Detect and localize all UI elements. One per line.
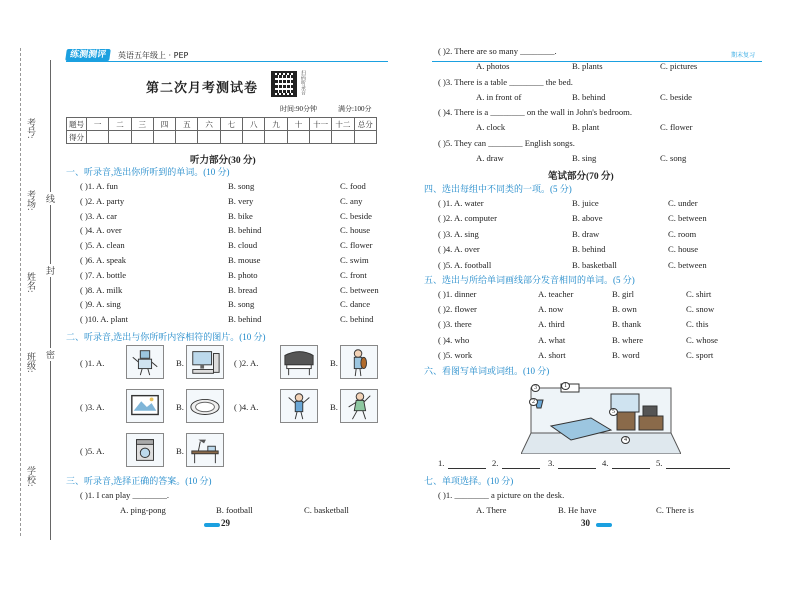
- sec3-option-c[interactable]: C. basketball: [304, 505, 349, 515]
- sec4-option-c[interactable]: C. between: [668, 213, 707, 224]
- sec6-answer-field[interactable]: [448, 468, 486, 469]
- binding-mark-line: 线: [46, 194, 56, 204]
- score-entry-cell[interactable]: [354, 131, 376, 144]
- score-info: 满分:100分: [338, 105, 372, 113]
- sec2-option-b: B.: [176, 358, 184, 368]
- sec6-answer-field[interactable]: [612, 468, 650, 469]
- sec1-option-c[interactable]: C. beside: [340, 210, 372, 221]
- listening-option-b[interactable]: B. plant: [572, 122, 600, 132]
- listening-option-a[interactable]: A. photos: [476, 61, 510, 71]
- page-number-left: 29: [221, 518, 230, 528]
- sec5-option-b[interactable]: B. girl: [612, 289, 634, 299]
- sec5-option-a[interactable]: A. what: [538, 334, 566, 345]
- sec4-option-b[interactable]: B. draw: [572, 228, 600, 239]
- computer-picture[interactable]: [186, 345, 224, 379]
- binding-mark-seal: 封: [46, 266, 56, 276]
- plate-picture[interactable]: [186, 389, 224, 423]
- sec3-question-1: ( )1. I can play ________.: [80, 490, 170, 500]
- sec1-question: ( )9. A. sing: [80, 299, 121, 310]
- sec4-option-b[interactable]: B. behind: [572, 244, 606, 255]
- score-cell: 三: [131, 118, 153, 131]
- score-cell: 总分: [354, 118, 376, 131]
- painting-picture[interactable]: [126, 389, 164, 423]
- pencil-icon: [596, 523, 612, 527]
- score-cell: 五: [176, 118, 198, 131]
- score-cell: 得分: [67, 131, 87, 144]
- sec5-option-a[interactable]: A. now: [538, 304, 564, 315]
- dancing-kid-picture[interactable]: [340, 389, 378, 423]
- sec4-option-b[interactable]: B. basketball: [572, 259, 617, 270]
- sec1-question: ( )1. A. fun: [80, 181, 118, 191]
- sec4-question: ( )5. A. football: [438, 259, 492, 270]
- book-subtitle: 英语五年级上 · PEP: [118, 51, 189, 60]
- binding-mark-secret: 密: [46, 350, 56, 360]
- listening-question: ( )4. There is a ________ on the wall in John's bedroom.: [438, 107, 633, 117]
- sec1-question: ( )7. A. bottle: [80, 269, 127, 280]
- sec1-question: ( )4. A. over: [80, 225, 122, 236]
- section-1-title: 一、听录音,选出你所听到的单词。(10 分): [66, 167, 230, 177]
- desk-lamp-picture[interactable]: [186, 433, 224, 467]
- listening-option-a[interactable]: A. clock: [476, 122, 506, 132]
- binding-cut-line: [50, 60, 51, 540]
- sec1-option-c[interactable]: C. behind: [340, 314, 374, 325]
- score-cell: 四: [153, 118, 175, 131]
- sec6-blank-label: 5.: [656, 458, 663, 468]
- sec1-question: ( )10. A. plant: [80, 314, 128, 325]
- name-label: 姓名:: [26, 272, 36, 293]
- score-entry-cell[interactable]: [87, 131, 109, 144]
- sec1-option-b[interactable]: B. song: [228, 299, 255, 310]
- header-rule-left: [66, 61, 388, 62]
- sec2-option-b: B.: [330, 402, 338, 412]
- sec5-option-a[interactable]: A. third: [538, 319, 565, 330]
- robot-picture[interactable]: [126, 345, 164, 379]
- callout-1: 1: [561, 382, 570, 390]
- sec4-option-c[interactable]: C. room: [668, 228, 697, 239]
- sec2-question-3: ( )3. A.: [80, 402, 105, 412]
- exam-title: 第二次月考测试卷: [146, 80, 259, 95]
- sec1-option-b[interactable]: B. song: [228, 181, 255, 191]
- sec7-option-b[interactable]: B. He have: [558, 505, 597, 515]
- violin-player-picture[interactable]: [340, 345, 378, 379]
- sec5-question: ( )3. there: [438, 319, 472, 330]
- listening-option-b[interactable]: B. plants: [572, 61, 603, 71]
- listening-option-a[interactable]: A. in front of: [476, 91, 522, 102]
- score-cell: 八: [243, 118, 265, 131]
- sec2-question-2: ( )2. A.: [234, 358, 259, 368]
- sec1-question: ( )2. A. party: [80, 195, 125, 206]
- washing-machine-picture[interactable]: [126, 433, 164, 467]
- score-cell: 一: [87, 118, 109, 131]
- sec6-blank-label: 1.: [438, 458, 445, 468]
- school-label: 学校:: [26, 466, 36, 487]
- bedroom-picture: [521, 378, 681, 454]
- score-cell: 十二: [332, 118, 354, 131]
- sec4-question: ( )4. A. over: [438, 244, 480, 255]
- sec6-answer-field[interactable]: [558, 468, 596, 469]
- score-entry-cell[interactable]: [220, 131, 242, 144]
- brand-logo: 练测测评: [65, 49, 111, 61]
- sec6-blank-label: 3.: [548, 458, 555, 468]
- listening-question: ( )3. There is a table ________ the bed.: [438, 76, 573, 87]
- pencil-icon: [204, 523, 220, 527]
- sec1-option-b[interactable]: B. mouse: [228, 255, 261, 265]
- sec6-answer-field[interactable]: [666, 468, 730, 469]
- sec5-question: ( )5. work: [438, 349, 473, 360]
- listening-option-c[interactable]: C. song: [660, 152, 687, 163]
- sec1-option-c[interactable]: C. food: [340, 181, 366, 191]
- sec1-option-b[interactable]: B. cloud: [228, 240, 258, 251]
- sec1-option-b[interactable]: B. very: [228, 195, 254, 206]
- sec2-question-1: ( )1. A.: [80, 358, 105, 368]
- qr-code-icon: [271, 71, 297, 97]
- sec5-option-b[interactable]: B. own: [612, 304, 637, 315]
- sec4-question: ( )3. A. sing: [438, 228, 479, 239]
- section-2-title: 二、听录音,选出与你所听内容相符的图片。(10 分): [66, 332, 266, 342]
- exam-room-label: 考场:: [26, 190, 36, 211]
- listening-option-c[interactable]: C. beside: [660, 91, 692, 102]
- section-7-title: 七、单项选择。(10 分): [424, 476, 514, 486]
- sec5-question: ( )2. flower: [438, 304, 477, 315]
- score-cell: 九: [265, 118, 287, 131]
- piano-picture[interactable]: [280, 345, 318, 379]
- section-6-title: 六、看图写单词或词组。(10 分): [424, 366, 550, 376]
- sec1-option-b[interactable]: B. behind: [228, 314, 262, 325]
- sec1-option-c[interactable]: C. swim: [340, 255, 369, 265]
- sec1-option-c[interactable]: C. flower: [340, 240, 373, 251]
- sec4-option-c[interactable]: C. house: [668, 244, 699, 255]
- score-entry-cell[interactable]: [309, 131, 331, 144]
- sec1-question: ( )5. A. clean: [80, 240, 125, 251]
- binding-dash-line: [20, 48, 21, 536]
- listening-question: ( )5. They can ________ English songs.: [438, 137, 575, 148]
- listening-option-b[interactable]: B. sing: [572, 152, 597, 163]
- score-entry-cell[interactable]: [332, 131, 354, 144]
- sec4-option-c[interactable]: C. between: [668, 259, 707, 270]
- listening-option-b[interactable]: B. behind: [572, 91, 606, 102]
- class-label: 班级:: [26, 352, 36, 373]
- sec1-option-b[interactable]: B. bread: [228, 284, 258, 295]
- sec7-question-1: ( )1. ________ a picture on the desk.: [438, 490, 565, 500]
- section-4-title: 四、选出每组中不同类的一项。(5 分): [424, 184, 572, 194]
- listening-part-title: 听力部分(30 分): [190, 156, 256, 166]
- singing-boy-picture[interactable]: [280, 389, 318, 423]
- sec4-option-b[interactable]: B. above: [572, 213, 603, 224]
- sec4-option-c[interactable]: C. under: [668, 198, 698, 208]
- score-entry-cell[interactable]: [265, 131, 287, 144]
- sec1-option-c[interactable]: C. between: [340, 284, 379, 295]
- score-cell: 十: [287, 118, 309, 131]
- exam-number-label: 考号:: [26, 118, 36, 139]
- score-table: [66, 117, 377, 144]
- sec5-option-b[interactable]: B. thank: [612, 319, 642, 330]
- sec5-option-c[interactable]: C. this: [686, 319, 709, 330]
- sec5-option-c[interactable]: C. sport: [686, 349, 714, 360]
- sec3-option-a[interactable]: A. ping-pong: [120, 505, 166, 515]
- sec2-option-b: B.: [330, 358, 338, 368]
- section-3-title: 三、听录音,选择正确的答案。(10 分): [66, 476, 212, 486]
- sec1-option-c[interactable]: C. dance: [340, 299, 371, 310]
- sec1-option-b[interactable]: B. photo: [228, 269, 258, 280]
- score-entry-cell[interactable]: [109, 131, 131, 144]
- sec2-option-b: B.: [176, 446, 184, 456]
- binding-strip: [0, 0, 60, 596]
- sec6-blank-label: 2.: [492, 458, 499, 468]
- sec4-option-b[interactable]: B. juice: [572, 198, 599, 208]
- sec4-question: ( )1. A. water: [438, 198, 484, 208]
- score-entry-cell[interactable]: [153, 131, 175, 144]
- sec5-option-b[interactable]: B. word: [612, 349, 640, 360]
- sec1-option-c[interactable]: C. house: [340, 225, 371, 236]
- sec7-option-c[interactable]: C. There is: [656, 505, 694, 515]
- sec1-question: ( )3. A. car: [80, 210, 117, 221]
- score-table-score-row: [67, 131, 377, 144]
- listening-option-c[interactable]: C. pictures: [660, 61, 698, 71]
- header-tag: 期末复习: [731, 53, 756, 59]
- sec1-option-b[interactable]: B. bike: [228, 210, 253, 221]
- sec5-option-b[interactable]: B. where: [612, 334, 644, 345]
- sec2-question-5: ( )5. A.: [80, 446, 105, 456]
- score-table-header-row: [67, 118, 377, 131]
- sec3-option-b[interactable]: B. football: [216, 505, 253, 515]
- score-cell: 题号: [67, 118, 87, 131]
- sec5-option-c[interactable]: C. snow: [686, 304, 715, 315]
- sec5-question: ( )4. who: [438, 334, 470, 345]
- sec5-option-a[interactable]: A. short: [538, 349, 566, 360]
- score-entry-cell[interactable]: [176, 131, 198, 144]
- qr-caption: 扫码听录音: [300, 70, 305, 95]
- sec1-option-c[interactable]: C. any: [340, 195, 363, 206]
- callout-4: 4: [621, 436, 630, 444]
- score-cell: 十一: [309, 118, 331, 131]
- time-info: 时间:90分钟: [280, 105, 317, 113]
- listening-option-a[interactable]: A. draw: [476, 152, 504, 163]
- callout-2: 2: [529, 398, 538, 406]
- score-entry-cell[interactable]: [243, 131, 265, 144]
- written-part-title: 笔试部分(70 分): [548, 172, 614, 182]
- sec5-option-c[interactable]: C. whose: [686, 334, 718, 345]
- score-cell: 七: [220, 118, 242, 131]
- sec2-option-b: B.: [176, 402, 184, 412]
- sec5-option-c[interactable]: C. shirt: [686, 289, 712, 299]
- sec1-option-b[interactable]: B. behind: [228, 225, 262, 236]
- sec1-question: ( )8. A. milk: [80, 284, 123, 295]
- sec5-question: ( )1. dinner: [438, 289, 477, 299]
- sec6-answer-field[interactable]: [502, 468, 540, 469]
- page-number-right: 30: [581, 518, 590, 528]
- sec4-question: ( )2. A. computer: [438, 213, 497, 224]
- score-cell: 二: [109, 118, 131, 131]
- sec1-question: ( )6. A. speak: [80, 255, 127, 265]
- sec5-option-a[interactable]: A. teacher: [538, 289, 574, 299]
- callout-3: 3: [531, 384, 540, 392]
- score-cell: 六: [198, 118, 220, 131]
- section-5-title: 五、选出与所给单词画线部分发音相同的单词。(5 分): [424, 275, 635, 285]
- score-entry-cell[interactable]: [287, 131, 309, 144]
- listening-question: ( )2. There are so many ________.: [438, 46, 557, 56]
- callout-5: 5: [609, 408, 618, 416]
- sec2-question-4: ( )4. A.: [234, 402, 259, 412]
- sec1-option-c[interactable]: C. front: [340, 269, 367, 280]
- score-entry-cell[interactable]: [131, 131, 153, 144]
- listening-option-c[interactable]: C. flower: [660, 122, 693, 132]
- score-entry-cell[interactable]: [198, 131, 220, 144]
- sec7-option-a[interactable]: A. There: [476, 505, 507, 515]
- sec6-blank-label: 4.: [602, 458, 609, 468]
